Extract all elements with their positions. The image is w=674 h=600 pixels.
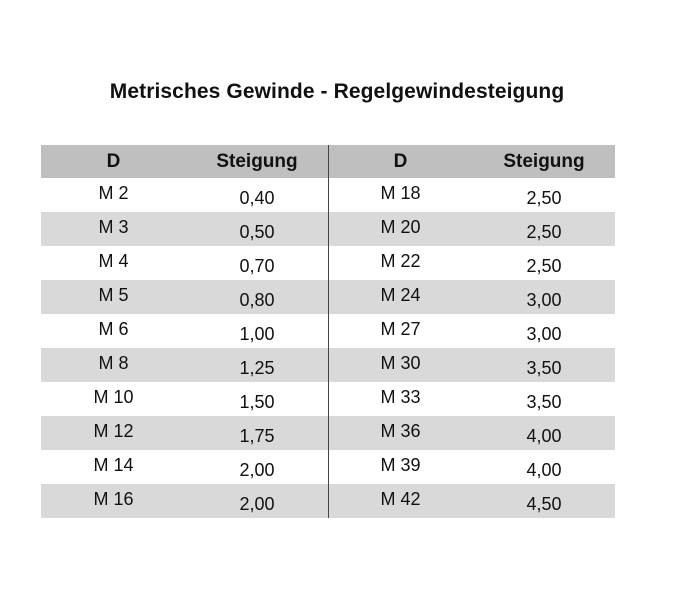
header-pitch-left: Steigung — [216, 150, 298, 172]
pitch-cell: 1,00 — [239, 323, 275, 344]
diameter-cell: M 4 — [98, 250, 129, 271]
diameter-cell: M 24 — [380, 284, 421, 305]
column-divider — [328, 145, 329, 518]
diameter-cell: M 18 — [380, 182, 421, 203]
pitch-cell: 1,25 — [239, 357, 275, 378]
pitch-cell: 3,00 — [526, 323, 562, 344]
pitch-cell: 2,50 — [526, 187, 562, 208]
diameter-cell: M 42 — [380, 488, 421, 509]
pitch-cell: 2,50 — [526, 221, 562, 242]
pitch-cell: 2,50 — [526, 255, 562, 276]
page-title: Metrisches Gewinde - Regelgewindesteigung — [109, 80, 565, 103]
pitch-cell: 3,50 — [526, 357, 562, 378]
diameter-cell: M 3 — [98, 216, 129, 237]
diameter-cell: M 10 — [93, 386, 134, 407]
pitch-cell: 3,00 — [526, 289, 562, 310]
pitch-cell: 4,00 — [526, 425, 562, 446]
pitch-cell: 2,00 — [239, 459, 275, 480]
pitch-cell: 0,50 — [239, 221, 275, 242]
diameter-cell: M 30 — [380, 352, 421, 373]
thread-pitch-table — [41, 145, 615, 518]
pitch-cell: 4,50 — [526, 493, 562, 514]
pitch-cell: 0,80 — [239, 289, 275, 310]
diameter-cell: M 5 — [98, 284, 129, 305]
header-diameter-left: D — [106, 150, 121, 172]
pitch-cell: 3,50 — [526, 391, 562, 412]
diameter-cell: M 2 — [98, 182, 129, 203]
pitch-cell: 0,70 — [239, 255, 275, 276]
diameter-cell: M 36 — [380, 420, 421, 441]
diameter-cell: M 16 — [93, 488, 134, 509]
header-diameter-right: D — [393, 150, 408, 172]
diameter-cell: M 39 — [380, 454, 421, 475]
pitch-cell: 1,75 — [239, 425, 275, 446]
diameter-cell: M 8 — [98, 352, 129, 373]
pitch-cell: 2,00 — [239, 493, 275, 514]
diameter-cell: M 22 — [380, 250, 421, 271]
diameter-cell: M 12 — [93, 420, 134, 441]
pitch-cell: 1,50 — [239, 391, 275, 412]
pitch-cell: 4,00 — [526, 459, 562, 480]
diameter-cell: M 6 — [98, 318, 129, 339]
diameter-cell: M 14 — [93, 454, 134, 475]
diameter-cell: M 20 — [380, 216, 421, 237]
header-pitch-right: Steigung — [503, 150, 585, 172]
pitch-cell: 0,40 — [239, 187, 275, 208]
diameter-cell: M 27 — [380, 318, 421, 339]
diameter-cell: M 33 — [380, 386, 421, 407]
